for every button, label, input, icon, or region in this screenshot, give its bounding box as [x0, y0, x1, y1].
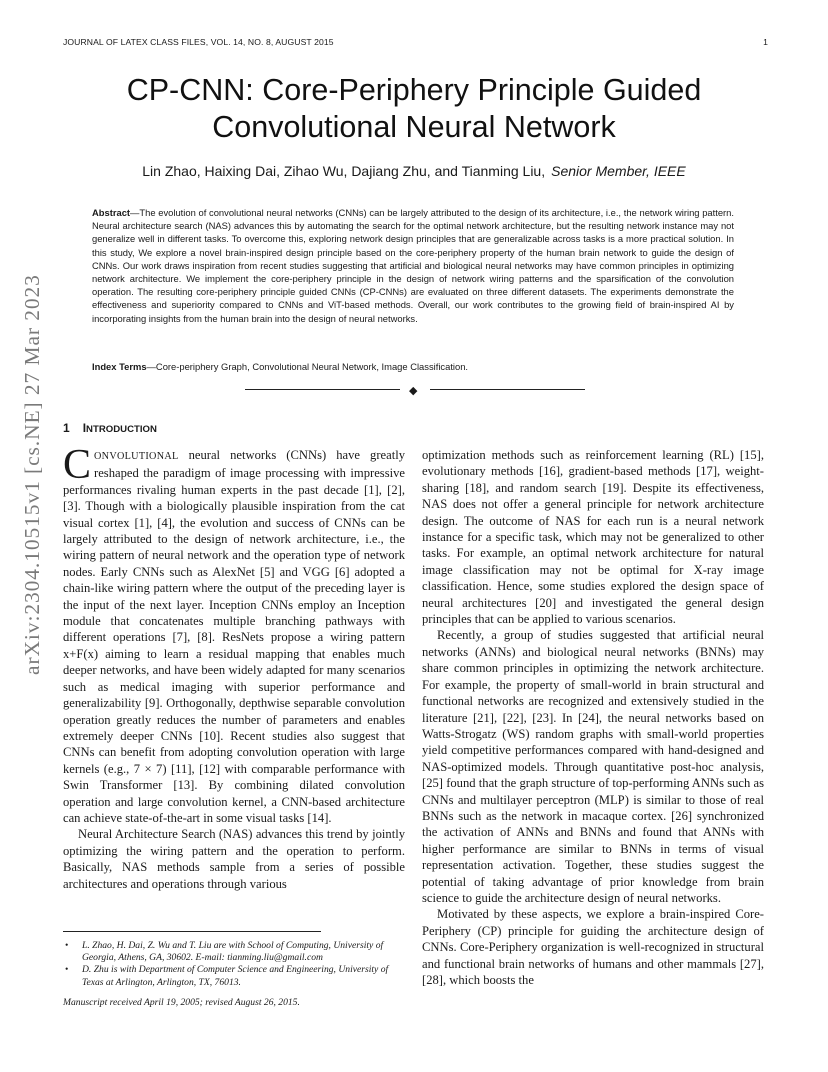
section-title-rest: NTRODUCTION	[86, 424, 157, 435]
footnotes	[63, 940, 405, 989]
paper-title	[90, 72, 738, 146]
page-number: 1	[763, 37, 768, 47]
footnote-item	[63, 964, 405, 988]
authors-names: Lin Zhao, Haixing Dai, Zihao Wu, Dajiang Zhu, and Tianming Liu,	[142, 163, 546, 179]
bullet-icon: •	[65, 964, 69, 976]
right-column	[422, 447, 764, 988]
journal-name: JOURNAL OF LATEX CLASS FILES, VOL. 14, NO. 8, AUGUST 2015	[63, 37, 334, 47]
intro-paragraph-2: Neural Architecture Search (NAS) advances this trend by jointly optimizing the wiring pattern and the operation to perform. Basically, NAS methods sample from a series of possible architectures and operations through various	[63, 827, 405, 891]
index-terms-text: —Core-periphery Graph, Convolutional Neural Network, Image Classification.	[146, 361, 469, 372]
abstract	[92, 206, 734, 325]
section-divider	[245, 386, 585, 396]
title-line-1: CP-CNN: Core-Periphery Principle Guided	[126, 73, 702, 107]
abstract-text: —The evolution of convolutional neural networks (CNNs) can be largely attributed to the design of its architecture, i.e., the network wiring pattern. Neural architecture search (NAS) advances this by automating the search for the optimal network architecture, but the resulting network instance may not generalize well in different tasks. To overcome this, exploring network design principles that are generalizable across tasks is a more practical solution. In this study, We explore a novel brain-inspired design principle based on the core-periphery property of the human brain network to guide the design of CNNs. Our work draws inspiration from recent studies suggesting that artificial and biological neural networks may have common principles in optimizing network architecture. We implement the core-periphery principle in the design of network wiring patterns and the sparsification of the convolution operation. The resulting core-periphery principle guided CNNs (CP-CNNs) are evaluated on three different datasets. The experiments demonstrate the effectiveness and superiority compared to CNNs and ViT-based methods. Overall, our work contributes to the growing field of brain-inspired AI by incorporating insights from the human brain into the design of neural networks.	[92, 207, 734, 324]
section-heading	[63, 421, 157, 435]
footnote-text: D. Zhu is with Department of Computer Science and Engineering, University of Texas at Arlington, Arlington, TX, 76013.	[82, 964, 389, 988]
left-column	[63, 442, 405, 892]
paragraph-text: neural networks (CNNs) have greatly reshaped the paradigm of image processing with impressive performances rivaling human experts in the past decade [1], [2], [3]. Though with a biologically plausible inspiration from the cat visual cortex [1], [4], the evolution and success of CNNs can be largely attributed to the design of network architecture, i.e., the wiring pattern of neural network and the operation type of network nodes. Early CNNs such as AlexNet [5] and VGG [6] adopted a chain-like wiring pattern where the output of the preceding layer is the input of the next layer. Inception CNNs employ an Inception module that concatenates multiple branching pathways with different operations [7], [8]. ResNets propose a wiring pattern x+F(x) aiming to learn a residual mapping that enables much deeper networks, and have been widely adapted for many scenarios such as medical imaging with superior performance and generalizability [9]. Orthogonally, depthwise separable convolution operation greatly reduces the number of parameters and enables extremely deeper CNNs [10]. Recent studies also suggest that CNNs can benefit from adopting convolution operation with large kernels (e.g., 7 × 7) [11], [12] with comparable performance with Swin Transformer [13]. By combining dilated convolution operation and large convolution kernel, a CNN-based architecture can achieve state-of-the-art in some visual tasks [14].	[63, 448, 405, 825]
intro-paragraph-1	[63, 442, 405, 826]
divider-line-right	[430, 389, 585, 390]
drop-cap: C	[63, 442, 92, 488]
abstract-label: Abstract	[92, 207, 131, 218]
intro-paragraph-4: Recently, a group of studies suggested that artificial neural networks (ANNs) and biological neural networks (BNNs) may share common principles in optimizing the network architecture. For example, the property of small-world in brain structural and functional networks are recognized and extensively studied in the literature [21], [22], [23]. In [24], the neural networks based on Watts-Strogatz (WS) random graphs with small-world properties yield competitive performances compared with hand-designed and NAS-optimized models. Through quantitative post-hoc analysis, [25] found that the graph structure of top-performing ANNs such as CNNs and multilayer perceptron (MLP) is similar to those of real BNNs such as the network in macaque cortex. [26] synchronized the activation of ANNs and BNNs and found that ANNs with higher performance are similar to BNNs in terms of visual representation activation. Together, these studies suggest the potential of taking advantage of prior knowledge from brain science to guide the architecture design of neural networks.	[422, 628, 764, 905]
author-list	[60, 163, 768, 179]
smallcaps-lead: ONVOLUTIONAL	[94, 451, 179, 462]
section-number: 1	[63, 421, 70, 435]
diamond-icon: ◆	[409, 385, 418, 397]
manuscript-note: Manuscript received April 19, 2005; revised August 26, 2015.	[63, 997, 300, 1008]
title-line-2: Convolutional Neural Network	[212, 110, 616, 144]
running-header	[63, 37, 768, 51]
intro-paragraph-3: optimization methods such as reinforcement learning (RL) [15], evolutionary methods [16], gradient-based methods [17], weight-sharing [18], and random search [19]. Despite its effectiveness, NAS does not offer a general principle for network architecture design. The outcome of NAS for each run is a neural network instance for a specific task, which may not be generalized to other tasks. For example, an optimal network architecture for natural image classification may not be optimal for X-ray image classification. Hence, some studies explored the design space of neural architectures [20] and investigated the general design principles that can be applied to various scenarios.	[422, 448, 764, 627]
authors-membership: Senior Member, IEEE	[551, 163, 686, 179]
footnote-text: L. Zhao, H. Dai, Z. Wu and T. Liu are with School of Computing, University of Georgia, Athens, GA, 30602. E-mail: tianming.liu@gmail.com	[82, 940, 384, 964]
index-terms	[92, 361, 734, 372]
index-terms-label: Index Terms	[92, 361, 147, 372]
arxiv-identifier[interactable]: arXiv:2304.10515v1 [cs.NE] 27 Mar 2023	[20, 274, 44, 675]
section-title-initial: I	[82, 421, 87, 435]
bullet-icon: •	[65, 940, 69, 951]
footnote-item	[63, 940, 405, 964]
footnote-rule	[63, 931, 321, 932]
intro-paragraph-5: Motivated by these aspects, we explore a brain-inspired Core-Periphery (CP) principle for guiding the architecture design of CNNs. Core-Periphery organization is well-recognized in structural and functional brain networks of humans and other mammals [27], [28], which boosts the	[422, 907, 764, 987]
divider-line-left	[245, 389, 400, 390]
